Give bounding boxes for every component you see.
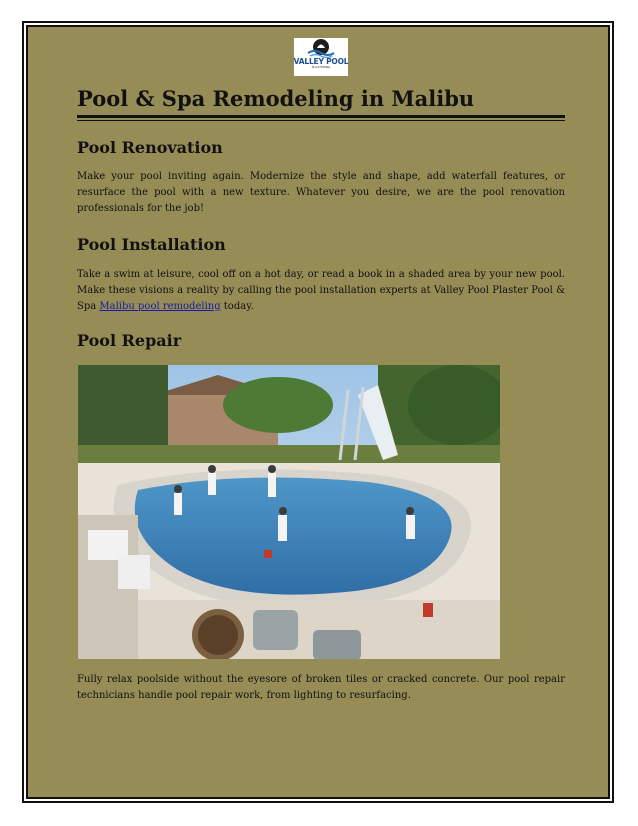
heading-pool-repair: Pool Repair	[77, 331, 182, 350]
company-logo	[294, 38, 348, 76]
title-underline	[77, 115, 565, 121]
pool-wave-icon	[306, 38, 336, 58]
installation-text: Take a swim at leisure, cool off on a hot day, or read a book in a shaded area by your new pool. Make these visions a reality by calling the pool installation experts at Valley Pool Plaster Pool & Spa	[77, 269, 565, 312]
installation-text-end: today.	[220, 301, 254, 312]
heading-pool-renovation: Pool Renovation	[77, 138, 223, 157]
document-page	[26, 25, 610, 799]
heading-pool-installation: Pool Installation	[77, 235, 226, 254]
logo-name: VALLEY POOL	[293, 57, 349, 66]
renovation-paragraph: Make your pool inviting again. Modernize the style and shape, add waterfall features, or resurface the pool with a new texture. Whatever you desire, we are the pool renovation professionals for the job!	[77, 171, 565, 214]
installation-paragraph	[77, 267, 565, 315]
malibu-pool-remodeling-link[interactable]: Malibu pool remodeling	[99, 301, 221, 312]
pool-repair-photo	[78, 365, 500, 659]
page-title: Pool & Spa Remodeling in Malibu	[77, 86, 475, 111]
repair-paragraph: Fully relax poolside without the eyesore of broken tiles or cracked concrete. Our pool repair technicians handle pool repair work, from lighting to resurfacing.	[77, 674, 565, 701]
logo-subtitle: PLASTERING	[311, 65, 331, 69]
